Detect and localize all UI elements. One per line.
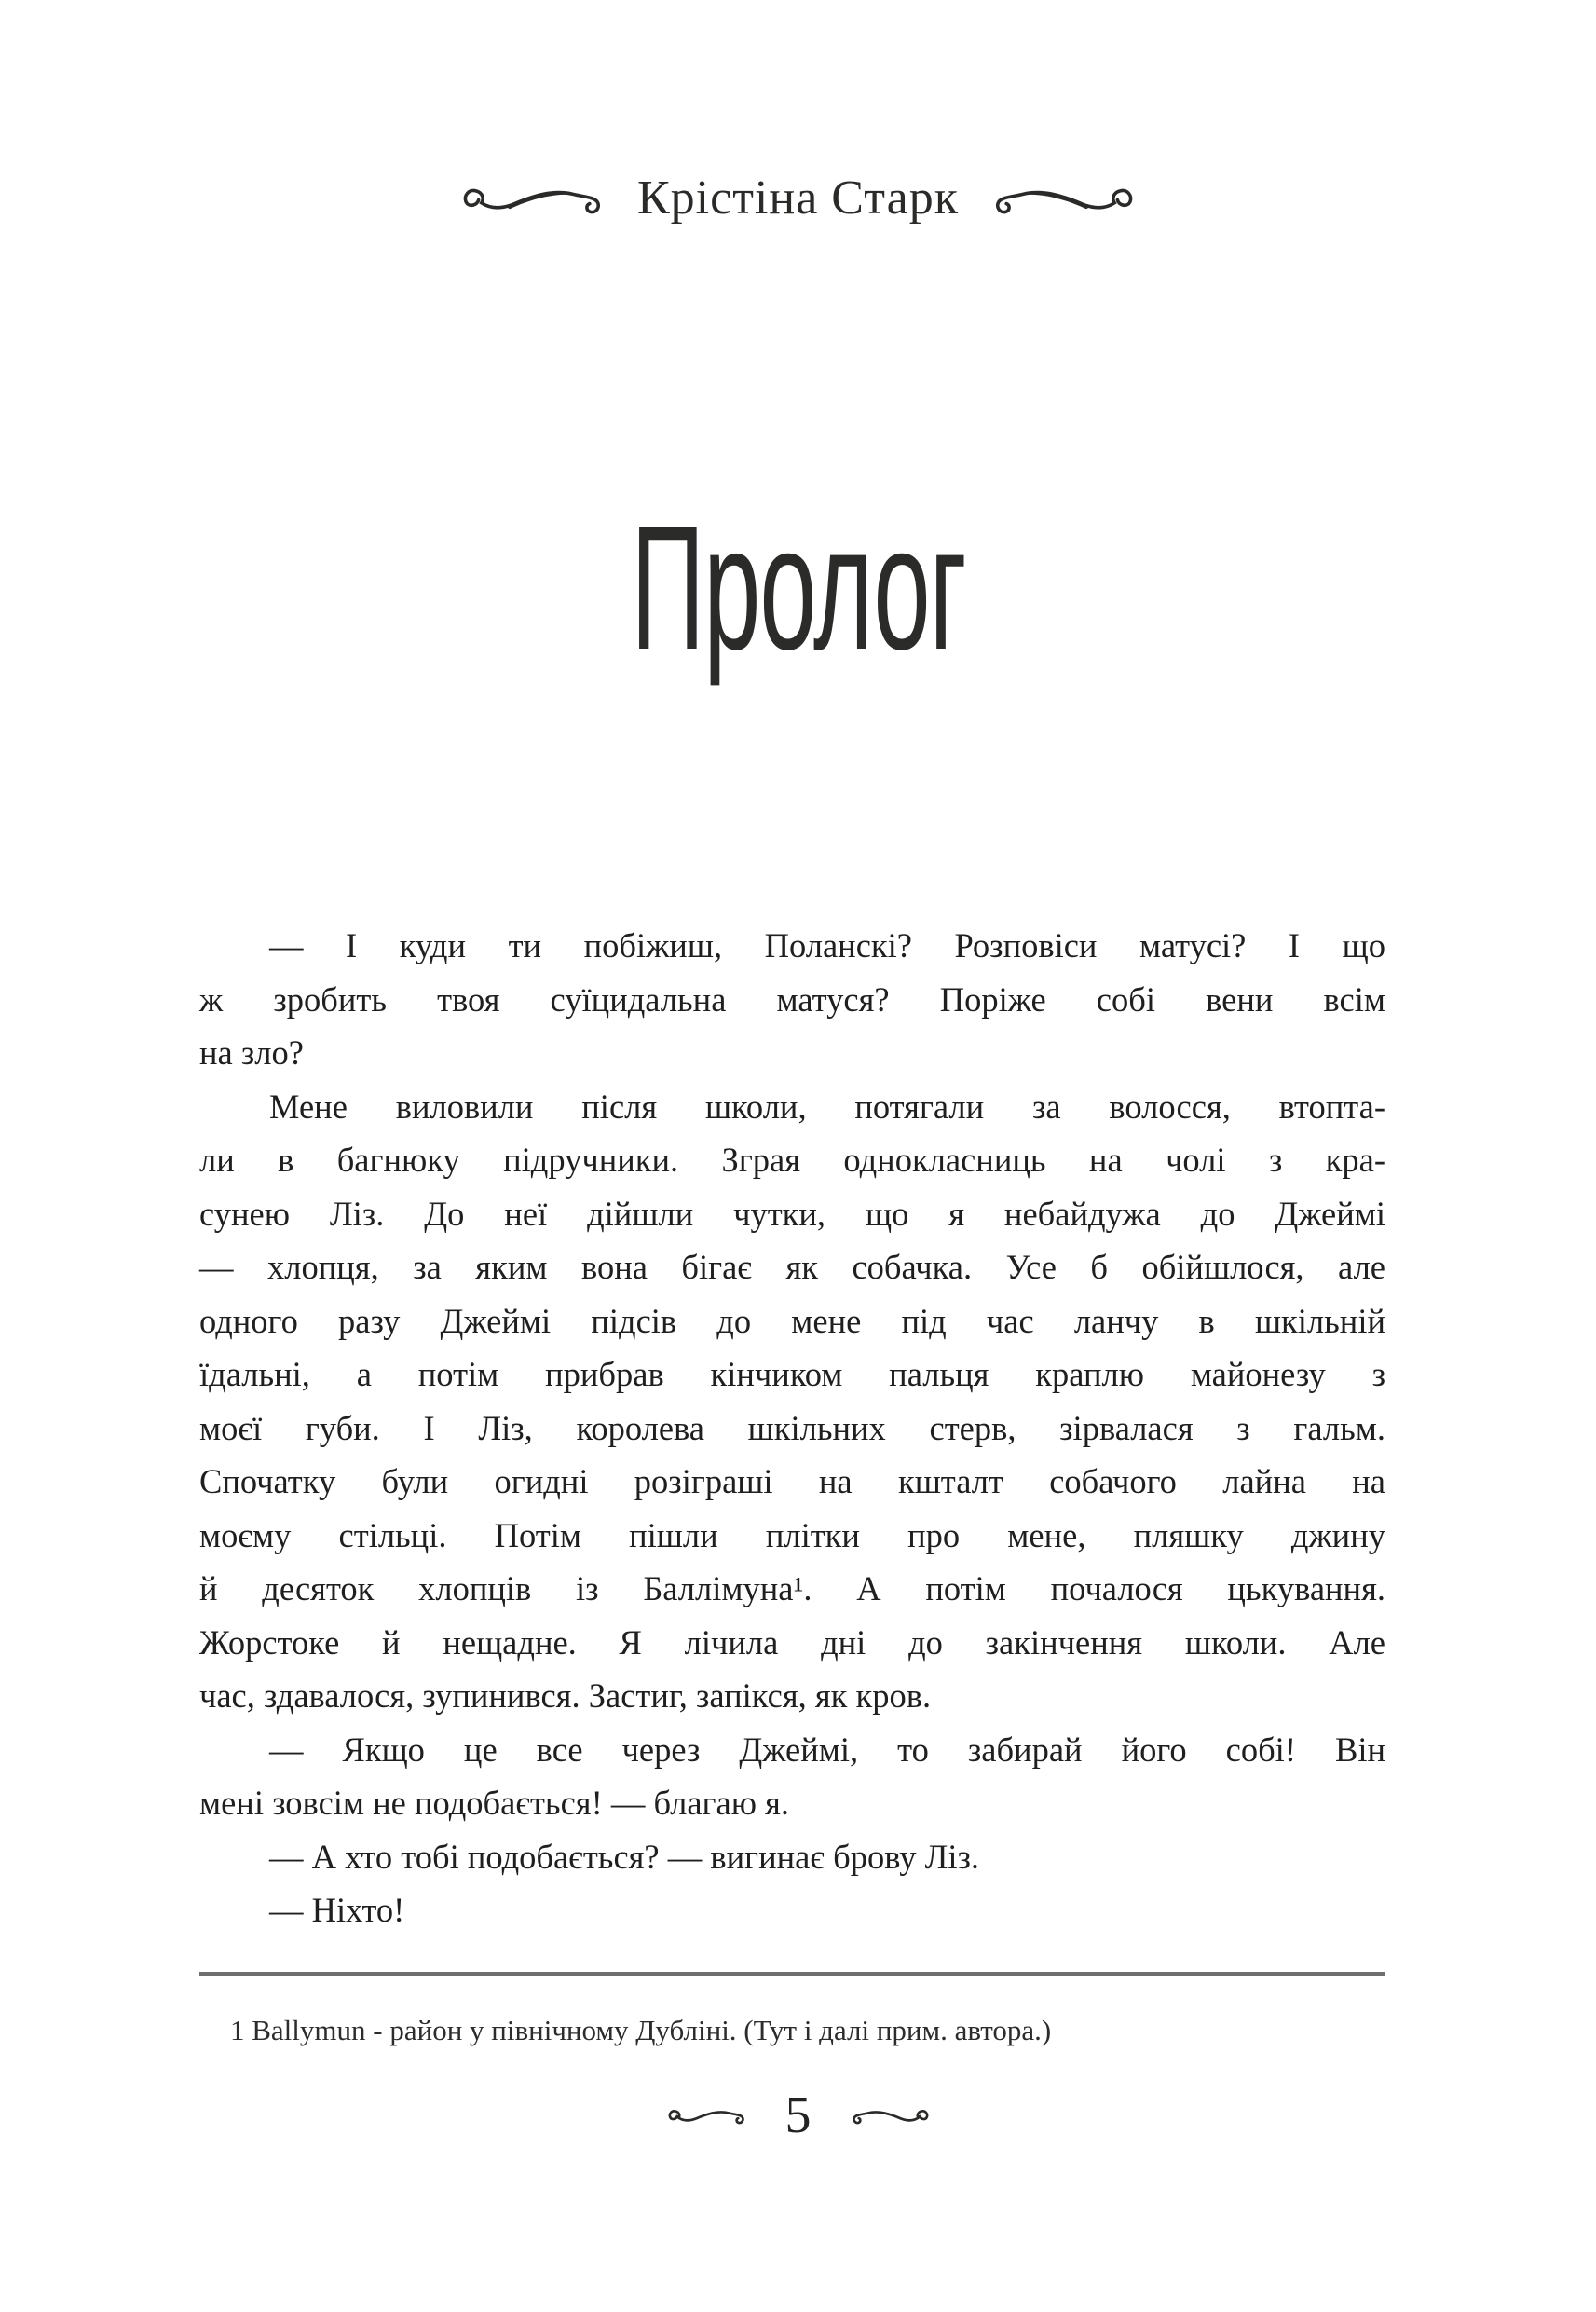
page-number: 5 (784, 2086, 812, 2144)
footnote-marker: 1 (230, 2014, 245, 2046)
body-line: одного разу Джеймі підсів до мене під час ланчу в шкільній (199, 1301, 1385, 1340)
body-line: мені зовсім не подобається! — благаю я. (199, 1784, 790, 1822)
body-line: ли в багнюку підручники. Зграя однокласниць на чолі з кра- (199, 1141, 1385, 1179)
swash-flourish-icon (985, 173, 1134, 224)
body-line: моєї губи. І Ліз, королева шкільних стерв, зірвалася з гальм. (199, 1408, 1385, 1447)
body-line: Мене виловили після школи, потягали за волосся, втопта- (269, 1087, 1385, 1126)
chapter-title: Пролог (630, 489, 966, 687)
running-head (0, 173, 1596, 224)
body-line: час, здавалося, зупинився. Застиг, запікся, як кров. (199, 1676, 932, 1715)
body-line: ж зробить твоя суїцидальна матуся? Поріже собі вени всім (199, 979, 1385, 1019)
footnote (230, 2011, 1385, 2050)
body-line: їдальні, а потім прибрав кінчиком пальця краплю майонезу з (199, 1355, 1385, 1393)
body-line: — Якщо це все через Джеймі, то забирай його собі! Він (269, 1730, 1385, 1769)
body-line: сунею Ліз. До неї дійшли чутки, що я небайдужа до Джеймі (199, 1194, 1385, 1233)
body-line: моєму стільці. Потім пішли плітки про мене, пляшку джину (199, 1515, 1385, 1554)
body-line: на зло? (199, 1033, 304, 1072)
footnote-divider (199, 1972, 1385, 1976)
page-footer (0, 2086, 1596, 2144)
body-line: — І куди ти побіжиш, Поланскі? Розповіси матусі? І що (269, 926, 1385, 964)
body-line: — Ніхто! (269, 1891, 405, 1929)
author-name: Крістіна Старк (637, 171, 959, 225)
small-swash-flourish-icon (668, 2101, 750, 2129)
small-swash-flourish-icon (847, 2101, 929, 2129)
body-line: — А хто тобі подобається? — вигинає брову Ліз. (269, 1837, 980, 1876)
chapter-title-wrap (0, 489, 1596, 687)
body-text (199, 919, 1385, 1937)
body-line: й десяток хлопців із Баллімуна¹. А потім почалося цькування. (199, 1569, 1385, 1607)
body-line: Жорстоке й нещадне. Я лічила дні до закінчення школи. Але (199, 1622, 1385, 1662)
body-line: Спочатку були огидні розіграші на кшталт собачого лайна на (199, 1462, 1385, 1500)
swash-flourish-icon (462, 173, 611, 224)
body-line: — хлопця, за яким вона бігає як собачка. Усе б обійшлося, але (199, 1248, 1385, 1286)
footnote-text: Ballymun - район у північному Дубліні. (Тут і далі прим. автора.) (252, 2014, 1052, 2046)
